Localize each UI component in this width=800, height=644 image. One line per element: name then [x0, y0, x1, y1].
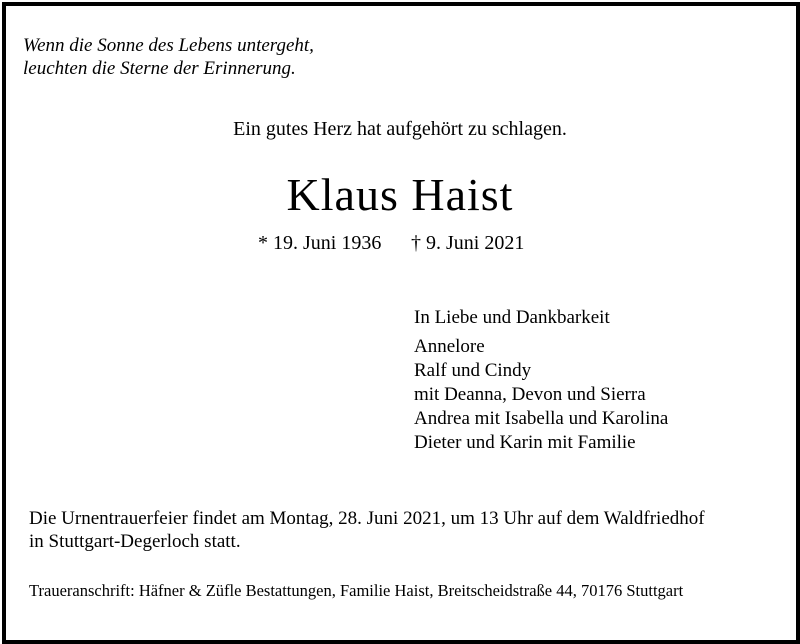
mourner-item: Ralf und Cindy [414, 360, 532, 381]
ceremony-line-1: Die Urnentrauerfeier findet am Montag, 28. Juni 2021, um 13 Uhr auf dem Waldfriedhof [29, 508, 705, 529]
mourner-item: mit Deanna, Devon und Sierra [414, 384, 646, 405]
motto-quote [23, 34, 314, 80]
deceased-name: Klaus Haist [286, 169, 514, 220]
motto-line-2: leuchten die Sterne der Erinnerung. [23, 58, 296, 79]
mourners-heading: In Liebe und Dankbarkeit [414, 307, 610, 328]
ceremony-line-2: in Stuttgart-Degerloch statt. [29, 531, 241, 552]
mourner-item: Andrea mit Isabella und Karolina [414, 408, 669, 429]
motto-line-1: Wenn die Sonne des Lebens untergeht, [23, 35, 314, 56]
intro-text: Ein gutes Herz hat aufgehört zu schlagen. [233, 118, 567, 140]
mourners-block [414, 306, 668, 455]
birth-date: * 19. Juni 1936 [258, 232, 382, 254]
ceremony-info [29, 507, 705, 553]
mourning-address: Traueranschrift: Häfner & Züfle Bestattungen, Familie Haist, Breitscheidstraße 44, 70176 Stuttgart [29, 581, 684, 600]
death-date: † 9. Juni 2021 [411, 232, 525, 254]
mourner-item: Annelore [414, 336, 485, 357]
mourner-item: Dieter und Karin mit Familie [414, 432, 636, 453]
